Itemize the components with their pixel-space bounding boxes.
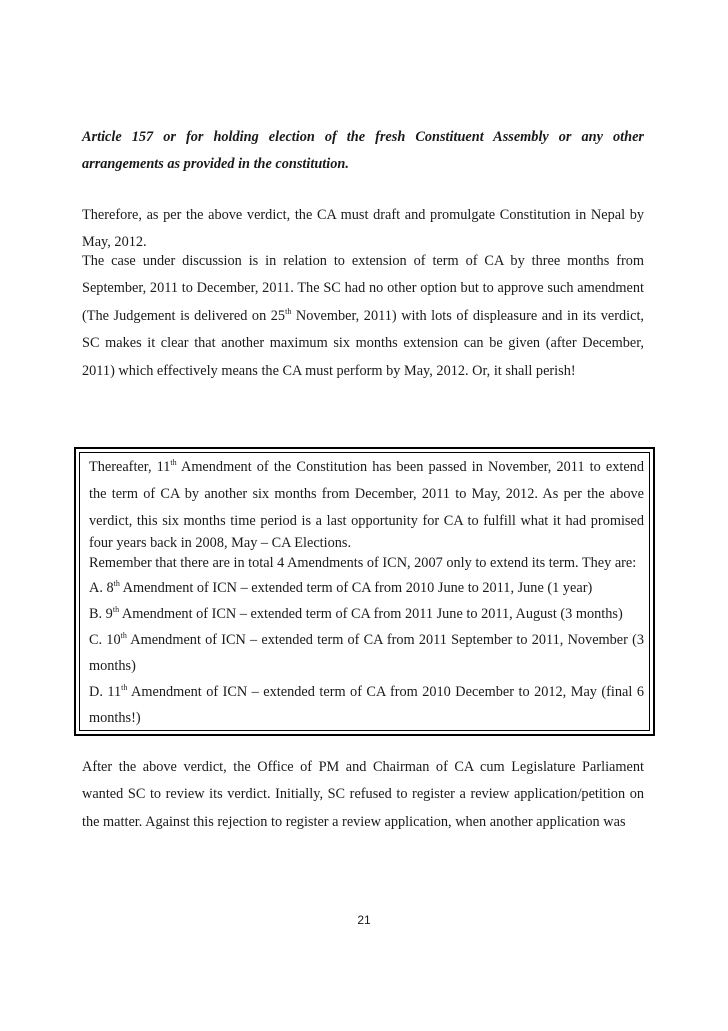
box-item-b <box>89 604 644 624</box>
superscript-th: th <box>285 306 292 316</box>
superscript-th: th <box>170 458 177 467</box>
paragraph-after-verdict: After the above verdict, the Office of PM and Chairman of CA cum Legislature Parliament wanted SC to review its verdict. Initially, SC refused to register a review application/petition on the matter. Against this rejection to register a review application, when another application was <box>82 759 644 830</box>
box-line1-text-a: Thereafter, 11 <box>89 459 171 475</box>
amendments-box-inner <box>79 452 650 731</box>
box-line-2: the term of CA by another six months from December, 2011 to May, 2012. As per the above <box>89 486 644 502</box>
amendments-box <box>74 447 655 736</box>
box-item-c <box>89 630 644 650</box>
box-item-d <box>89 682 644 702</box>
box-item-a <box>89 578 644 598</box>
box-line-4: four years back in 2008, May – CA Elections. <box>89 535 352 551</box>
box-item-d-cont: months!) <box>89 710 141 726</box>
page-number: 21 <box>357 913 371 927</box>
superscript-th: th <box>113 579 120 588</box>
superscript-th: th <box>121 683 128 692</box>
item-c-prefix: C. 10 <box>89 632 121 648</box>
item-c-text: Amendment of ICN – extended term of CA from 2011 September to 2011, November (3 <box>126 632 644 648</box>
box-line1-text-b: Amendment of the Constitution has been passed in November, 2011 to extend <box>176 459 644 475</box>
item-a-prefix: A. 8 <box>89 580 114 596</box>
box-line-3: verdict, this six months time period is a last opportunity for CA to fulfill what it had promised <box>89 513 644 529</box>
superscript-th: th <box>120 631 127 640</box>
item-d-prefix: D. 11 <box>89 684 122 700</box>
item-b-prefix: B. 9 <box>89 606 113 622</box>
item-b-text: Amendment of ICN – extended term of CA from 2011 June to 2011, August (3 months) <box>119 606 623 622</box>
box-line-1 <box>89 457 644 477</box>
item-a-text: Amendment of ICN – extended term of CA from 2010 June to 2011, June (1 year) <box>119 580 593 596</box>
box-item-c-cont: months) <box>89 658 136 674</box>
superscript-th: th <box>112 605 120 614</box>
box-line-5: Remember that there are in total 4 Amendments of ICN, 2007 only to extend its term. They are: <box>89 555 637 571</box>
paragraph3-part1: The case under discussion is in relation to extension of term of CA by three months from September, 2011 to December, 2011. The SC had no other option but to approve such amendment (The Judgement is delivered on 25 <box>82 253 644 324</box>
paragraph-article-157: Article 157 or for holding election of the fresh Constituent Assembly or any other arrangements as provided in the constitution. <box>82 129 644 173</box>
paragraph-case-discussion <box>82 248 644 385</box>
paragraph-therefore: Therefore, as per the above verdict, the CA must draft and promulgate Constitution in Nepal by May, 2012. <box>82 207 644 251</box>
paragraph3-part2: November, 2011) with lots of displeasure and in its verdict, SC makes it clear that another maximum six months extension can be given (after December, 2011) which effectively means the CA must perform by May, 2012. Or, it shall perish! <box>82 307 645 379</box>
item-d-text: Amendment of ICN – extended term of CA from 2010 December to 2012, May (final 6 <box>127 684 644 700</box>
